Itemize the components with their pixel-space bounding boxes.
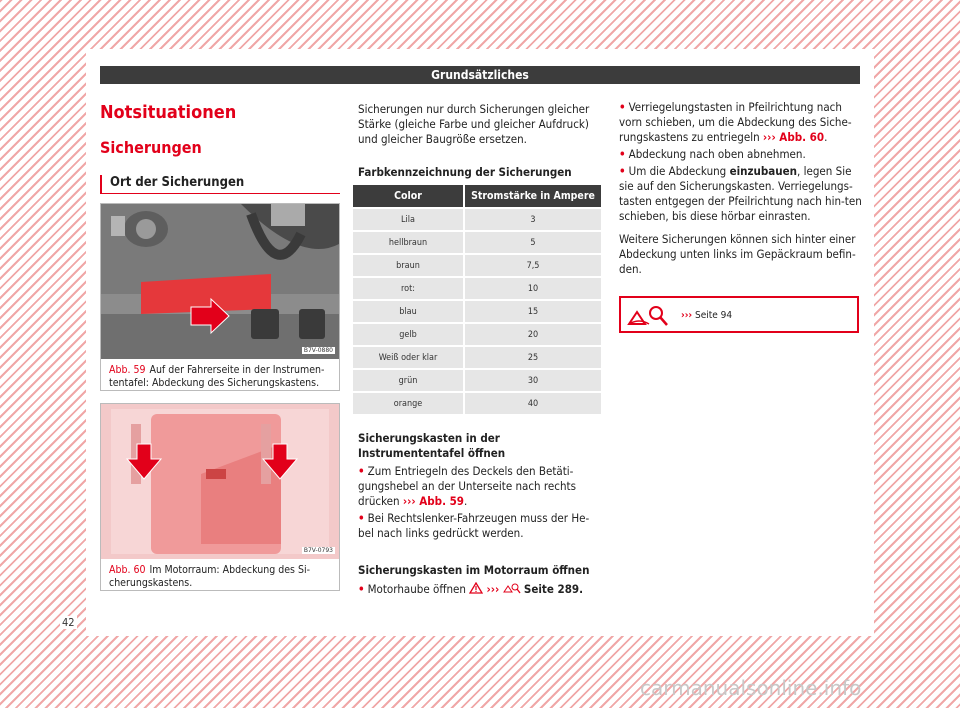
bullet-icon: • xyxy=(619,147,626,161)
color-cell: braun xyxy=(353,255,465,276)
figure-link[interactable]: ››› Abb. 59 xyxy=(402,494,465,508)
figure-ref: Abb. 59 xyxy=(109,364,146,376)
engine-fusebox-image xyxy=(101,404,339,559)
color-cell: gelb xyxy=(353,324,465,345)
color-cell: blau xyxy=(353,301,465,322)
intro-paragraph: Sicherungen nur durch Sicherungen gleicher Stärke (gleiche Farbe und gleicher Aufdruck) und gleicher Baugröße ersetzen. xyxy=(358,102,590,146)
list-item: • Verriegelungstasten in Pfeilrichtung nach vorn schieben, um die Abdeckung des Siche-rungskastens zu entriegeln ››› Abb. 60. xyxy=(619,100,852,144)
figure-link[interactable]: ››› Abb. 60 xyxy=(762,130,825,144)
table-row xyxy=(353,209,601,230)
ampere-cell: 20 xyxy=(465,324,601,345)
engine-bay-heading: Sicherungskasten im Motorraum öffnen xyxy=(358,563,590,577)
bullet-icon: • xyxy=(619,164,626,178)
figure-code: B7V-0880 xyxy=(303,347,333,354)
table-row xyxy=(353,370,601,391)
section-heading: Ort der Sicherungen xyxy=(110,175,245,190)
ampere-cell: 3 xyxy=(465,209,601,230)
ampere-cell: 30 xyxy=(465,370,601,391)
section-subtitle: Sicherungen xyxy=(100,138,202,157)
bullet-icon: • xyxy=(358,511,365,525)
book-magnifier-icon xyxy=(627,304,671,332)
table-row xyxy=(353,324,601,345)
note-link[interactable]: ››› Seite 94 xyxy=(681,310,733,321)
instrument-panel-steps xyxy=(358,464,603,543)
table-row xyxy=(353,232,601,253)
page-title: Notsituationen xyxy=(100,102,237,123)
warning-icon xyxy=(469,582,486,596)
additional-fuses-paragraph: Weitere Sicherungen können sich hinter einer Abdeckung unten links im Gepäckraum befin-den. xyxy=(619,232,856,276)
figure-caption xyxy=(109,564,337,590)
bullet-icon: • xyxy=(358,464,365,478)
page-link-arrow[interactable]: ››› xyxy=(486,582,500,596)
table-row xyxy=(353,301,601,322)
column-header: Color xyxy=(353,185,465,207)
right-column xyxy=(619,100,864,277)
section-marker xyxy=(100,175,102,194)
instrument-panel-heading: Sicherungskasten in der Instrumententafel öffnen xyxy=(358,431,506,460)
fuse-color-table xyxy=(353,183,601,416)
ampere-cell: 25 xyxy=(465,347,601,368)
figure-59 xyxy=(100,203,340,391)
reference-note-box xyxy=(619,296,859,333)
page-reference[interactable]: Seite 289. xyxy=(523,582,584,596)
ampere-cell: 40 xyxy=(465,393,601,414)
dashboard-fusebox-image xyxy=(101,204,339,359)
bullet-icon: • xyxy=(358,582,365,596)
page-number: 42 xyxy=(62,616,75,629)
ampere-cell: 10 xyxy=(465,278,601,299)
color-cell: Lila xyxy=(353,209,465,230)
table-header-row xyxy=(353,185,601,207)
section-rule xyxy=(100,193,340,194)
caption-text: Auf der Fahrerseite in der Instrumen-tentafel: Abdeckung des Sicherungskastens. xyxy=(109,364,325,389)
table-row xyxy=(353,278,601,299)
book-magnifier-icon xyxy=(503,582,524,596)
color-cell: orange xyxy=(353,393,465,414)
list-item: • Um die Abdeckung einzubauen, legen Sie sie auf den Sicherungskasten. Verriegelungs-tasten entgegen der Pfeilrichtung nach hin-ten schieben, bis diese hörbar einrasten. xyxy=(619,164,862,223)
table-row xyxy=(353,393,601,414)
list-item: • Zum Entriegeln des Deckels den Betäti-gungshebel an der Unterseite nach rechts drücken ››› Abb. 59. xyxy=(358,464,576,508)
table-row xyxy=(353,347,601,368)
caption-text: Im Motorraum: Abdeckung des Si-cherungskastens. xyxy=(109,564,310,589)
ampere-cell: 7,5 xyxy=(465,255,601,276)
chapter-header: Grundsätzliches xyxy=(100,66,860,84)
table-title: Farbkennzeichnung der Sicherungen xyxy=(358,165,572,179)
bullet-icon: • xyxy=(619,100,626,114)
figure-caption xyxy=(109,364,337,390)
list-item: • Abdeckung nach oben abnehmen. xyxy=(619,147,806,161)
list-item: • Motorhaube öffnen ››› Seite 289. xyxy=(358,582,584,596)
color-cell: rot: xyxy=(353,278,465,299)
table-row xyxy=(353,255,601,276)
column-header: Stromstärke in Ampere xyxy=(465,185,601,207)
color-cell: Weiß oder klar xyxy=(353,347,465,368)
figure-60 xyxy=(100,403,340,591)
ampere-cell: 5 xyxy=(465,232,601,253)
color-cell: grün xyxy=(353,370,465,391)
ampere-cell: 15 xyxy=(465,301,601,322)
watermark: carmanualsonline.info xyxy=(640,676,862,700)
list-item: • Bei Rechtslenker-Fahrzeugen muss der He-bel nach links gedrückt werden. xyxy=(358,511,590,540)
color-cell: hellbraun xyxy=(353,232,465,253)
figure-code: B7V-0793 xyxy=(303,547,333,554)
figure-ref: Abb. 60 xyxy=(109,564,146,576)
